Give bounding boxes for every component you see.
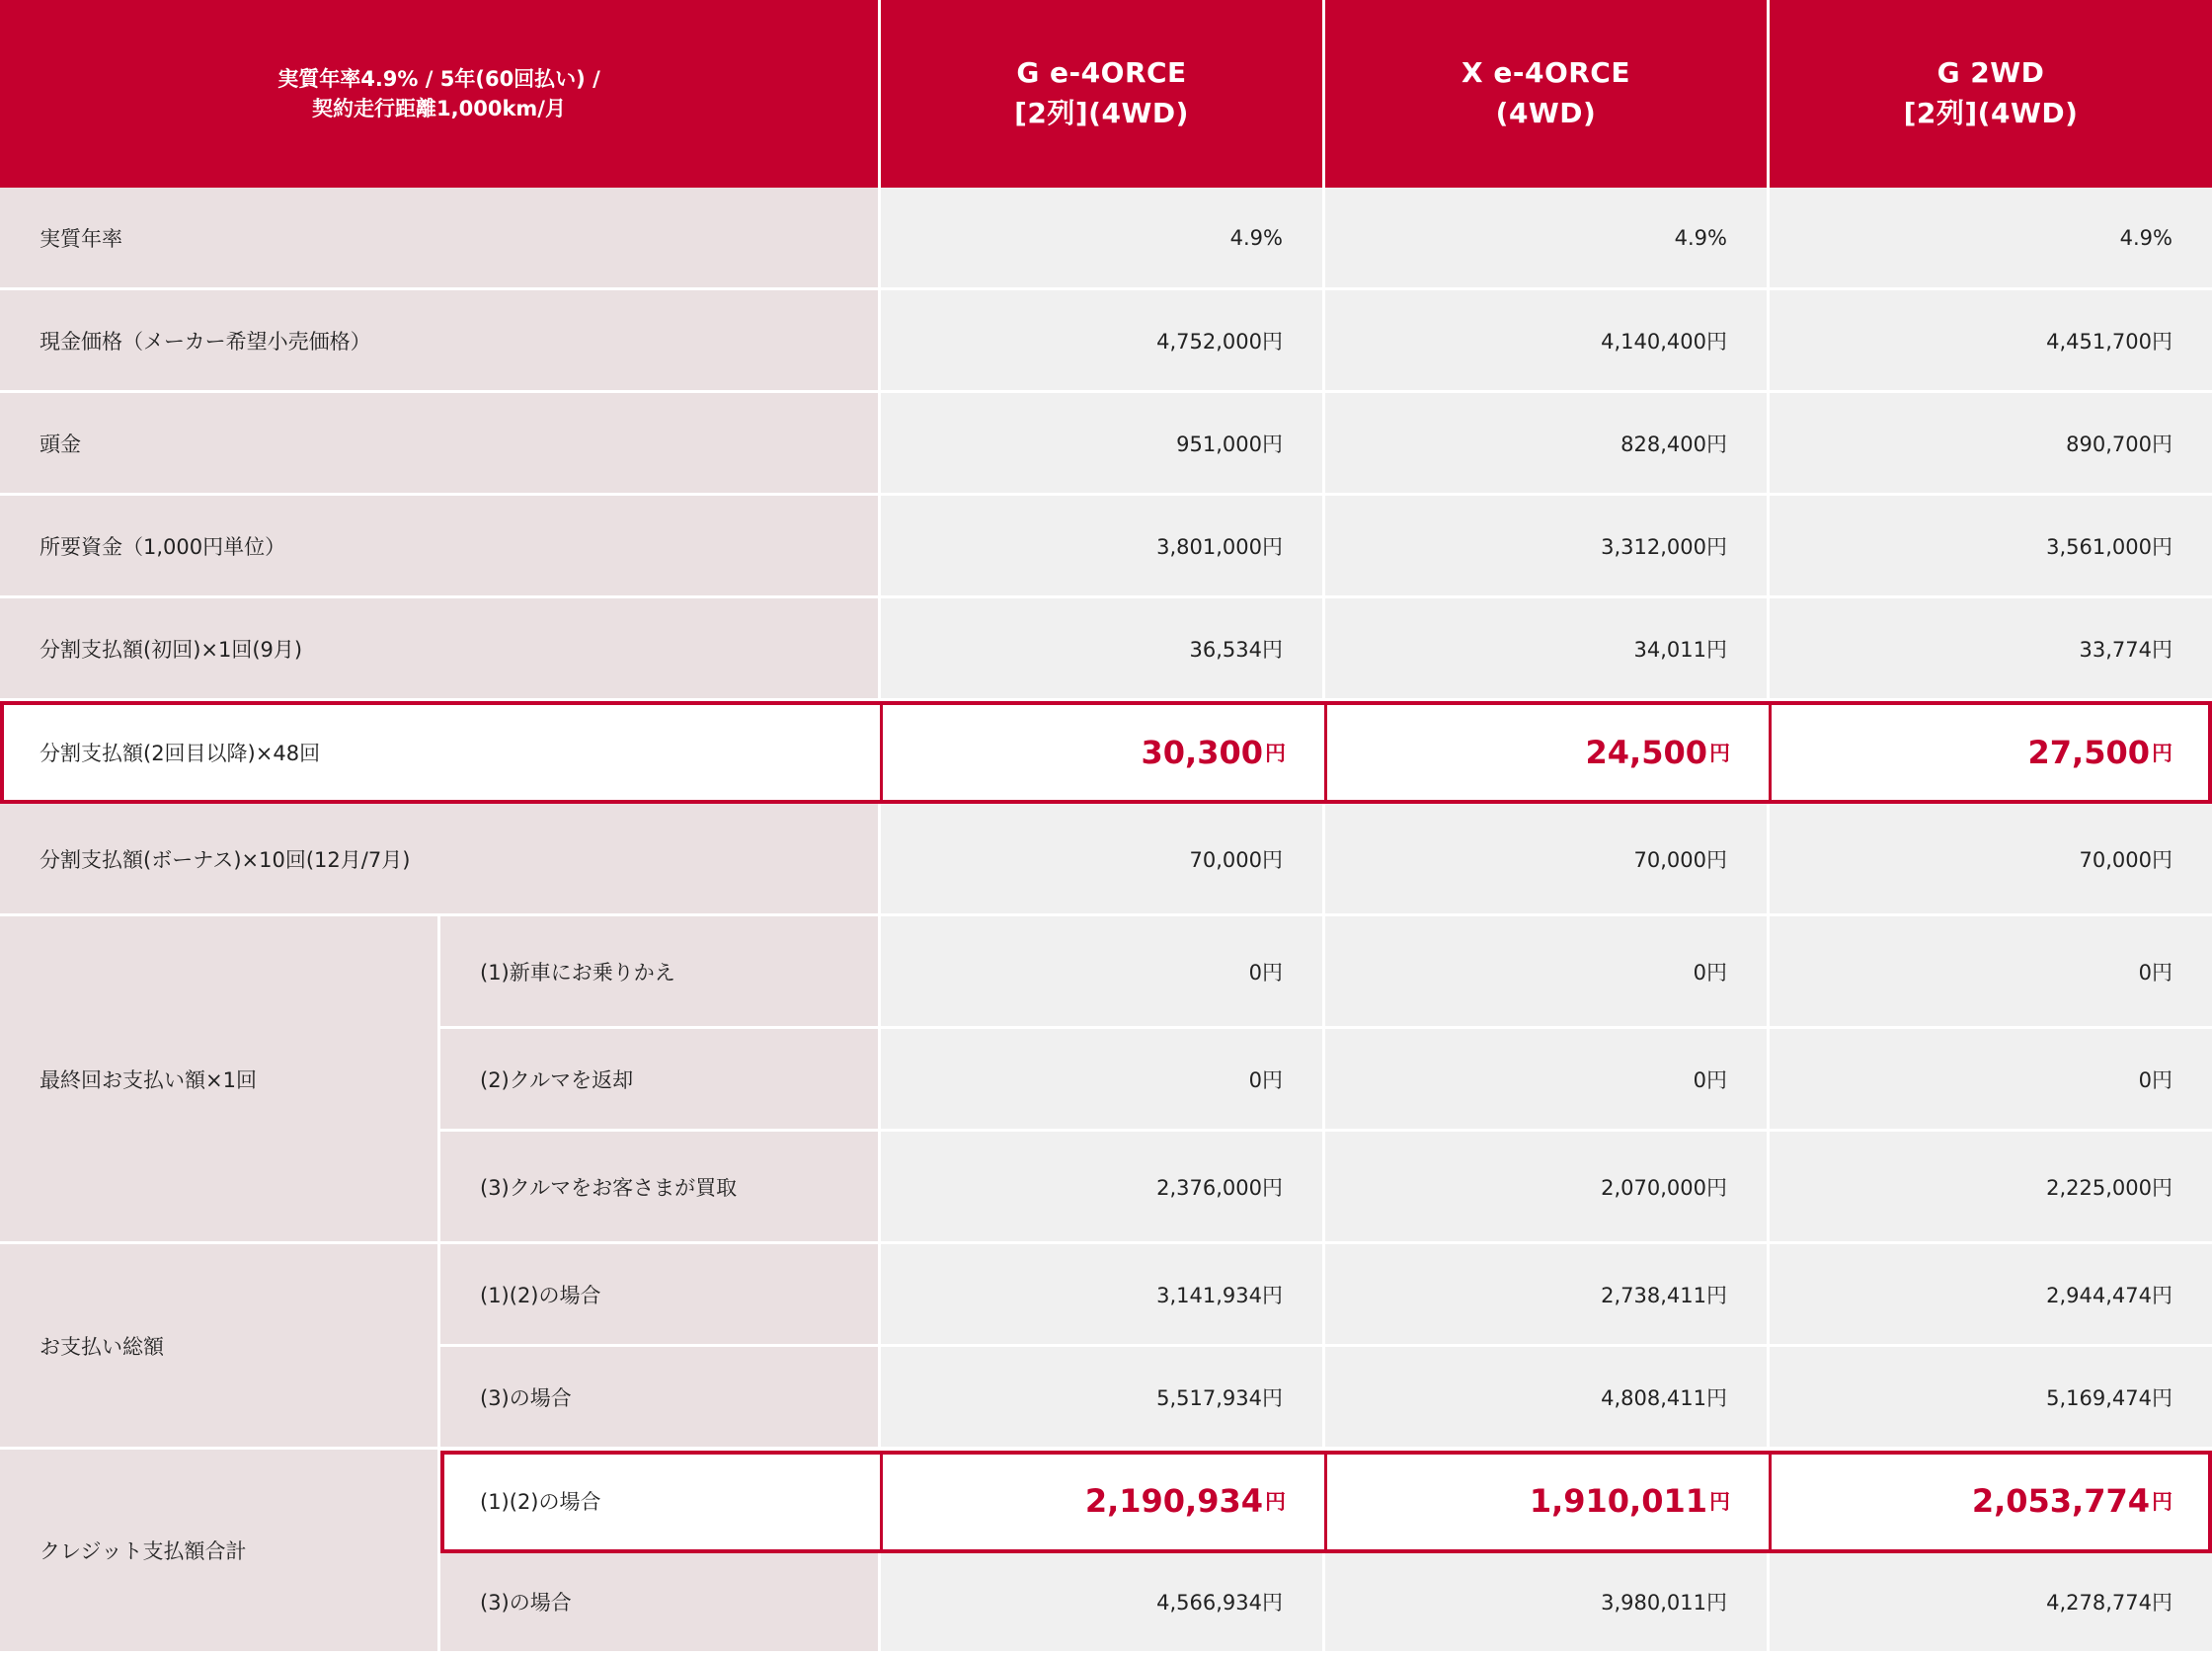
amount: 27,500 <box>2027 734 2150 771</box>
rate-value: 4.9% <box>881 188 1325 290</box>
credit-total-option-label: (1)(2)の場合 <box>440 1450 881 1552</box>
amount: 2,053,774 <box>1971 1482 2150 1520</box>
final-payment-option-label: (3)クルマをお客さまが買取 <box>440 1132 881 1244</box>
credit-total-value <box>1325 1450 1770 1552</box>
final-payment-value: 2,070,000円 <box>1325 1132 1770 1244</box>
total-payment-option-label: (3)の場合 <box>440 1347 881 1450</box>
total-payment-value: 3,141,934円 <box>881 1244 1325 1347</box>
down-payment-value: 890,700円 <box>1770 393 2212 496</box>
row-label-rate: 実質年率 <box>0 188 881 290</box>
monthly-installment-value <box>1325 701 1770 804</box>
row-label-cash-price: 現金価格（メーカー希望小売価格） <box>0 290 881 393</box>
final-payment-value: 0円 <box>881 916 1325 1029</box>
credit-total-value: 3,980,011円 <box>1325 1552 1770 1654</box>
row-label-final-payment: 最終回お支払い額×1回 <box>0 916 440 1244</box>
down-payment-value: 828,400円 <box>1325 393 1770 496</box>
row-label-total-payment: お支払い総額 <box>0 1244 440 1450</box>
yen-unit: 円 <box>2152 742 2172 765</box>
yen-unit: 円 <box>1265 742 1286 765</box>
model-header-g-2wd: G 2WD [2列](4WD) <box>1770 0 2212 188</box>
first-installment-value: 33,774円 <box>1770 598 2212 701</box>
model-header-x-e4orce: X e-4ORCE (4WD) <box>1325 0 1770 188</box>
cash-price-value: 4,140,400円 <box>1325 290 1770 393</box>
row-label-monthly-installment: 分割支払額(2回目以降)×48回 <box>0 701 881 804</box>
yen-unit: 円 <box>1265 1490 1286 1514</box>
total-payment-option-label: (1)(2)の場合 <box>440 1244 881 1347</box>
monthly-installment-value <box>1770 701 2212 804</box>
yen-unit: 円 <box>1709 742 1730 765</box>
total-payment-value: 2,738,411円 <box>1325 1244 1770 1347</box>
total-payment-value: 5,169,474円 <box>1770 1347 2212 1450</box>
credit-total-value <box>881 1450 1325 1552</box>
total-payment-value: 2,944,474円 <box>1770 1244 2212 1347</box>
bonus-installment-value: 70,000円 <box>1325 804 1770 916</box>
bonus-installment-value: 70,000円 <box>881 804 1325 916</box>
row-label-credit-total: クレジット支払額合計 <box>0 1450 440 1654</box>
yen-unit: 円 <box>1709 1490 1730 1514</box>
rate-value: 4.9% <box>1770 188 2212 290</box>
required-funds-value: 3,312,000円 <box>1325 496 1770 598</box>
amount: 30,300 <box>1141 734 1263 771</box>
final-payment-value: 2,225,000円 <box>1770 1132 2212 1244</box>
final-payment-value: 0円 <box>881 1029 1325 1132</box>
monthly-installment-value <box>881 701 1325 804</box>
row-label-first-installment: 分割支払額(初回)×1回(9月) <box>0 598 881 701</box>
required-funds-value: 3,801,000円 <box>881 496 1325 598</box>
row-label-required-funds: 所要資金（1,000円単位） <box>0 496 881 598</box>
model-header-g-e4orce: G e-4ORCE [2列](4WD) <box>881 0 1325 188</box>
required-funds-value: 3,561,000円 <box>1770 496 2212 598</box>
cash-price-value: 4,752,000円 <box>881 290 1325 393</box>
yen-unit: 円 <box>2152 1490 2172 1514</box>
plan-conditions-header: 実質年率4.9% / 5年(60回払い) / 契約走行距離1,000km/月 <box>0 0 881 188</box>
amount: 1,910,011 <box>1529 1482 1707 1520</box>
final-payment-value: 0円 <box>1770 1029 2212 1132</box>
final-payment-value: 2,376,000円 <box>881 1132 1325 1244</box>
amount: 2,190,934 <box>1084 1482 1263 1520</box>
rate-value: 4.9% <box>1325 188 1770 290</box>
credit-total-value <box>1770 1450 2212 1552</box>
down-payment-value: 951,000円 <box>881 393 1325 496</box>
cash-price-value: 4,451,700円 <box>1770 290 2212 393</box>
first-installment-value: 36,534円 <box>881 598 1325 701</box>
credit-total-option-label: (3)の場合 <box>440 1552 881 1654</box>
total-payment-value: 5,517,934円 <box>881 1347 1325 1450</box>
final-payment-option-label: (2)クルマを返却 <box>440 1029 881 1132</box>
row-label-bonus-installment: 分割支払額(ボーナス)×10回(12月/7月) <box>0 804 881 916</box>
amount: 24,500 <box>1585 734 1707 771</box>
final-payment-value: 0円 <box>1770 916 2212 1029</box>
final-payment-value: 0円 <box>1325 916 1770 1029</box>
final-payment-value: 0円 <box>1325 1029 1770 1132</box>
total-payment-value: 4,808,411円 <box>1325 1347 1770 1450</box>
credit-total-value: 4,566,934円 <box>881 1552 1325 1654</box>
bonus-installment-value: 70,000円 <box>1770 804 2212 916</box>
final-payment-option-label: (1)新車にお乗りかえ <box>440 916 881 1029</box>
credit-total-value: 4,278,774円 <box>1770 1552 2212 1654</box>
first-installment-value: 34,011円 <box>1325 598 1770 701</box>
row-label-down-payment: 頭金 <box>0 393 881 496</box>
